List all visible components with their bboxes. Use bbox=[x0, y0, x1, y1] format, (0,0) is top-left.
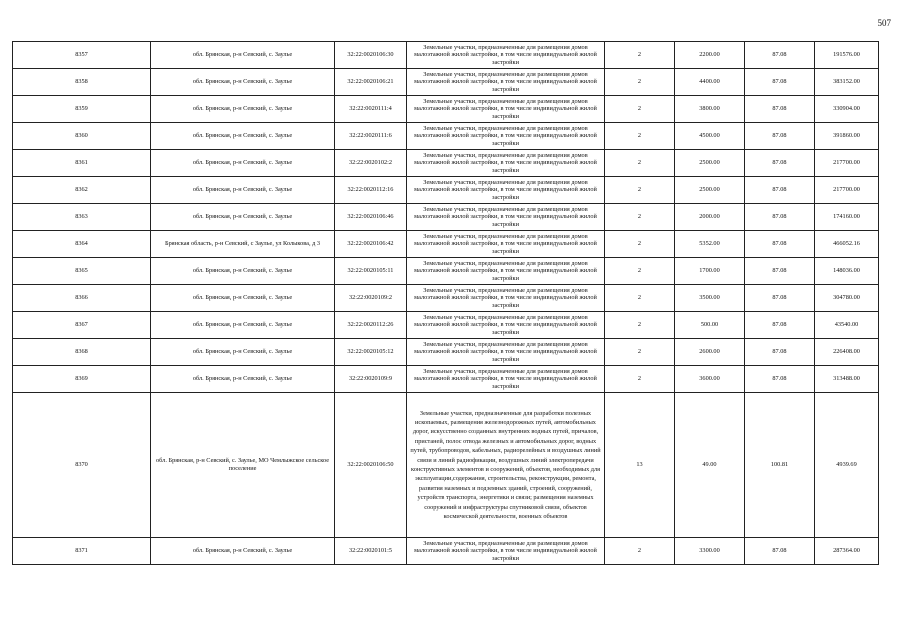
area-cell: 2200.00 bbox=[675, 42, 745, 69]
specific-value-cell: 87.08 bbox=[745, 258, 815, 285]
cadastral-value-cell: 226408.00 bbox=[815, 339, 879, 366]
area-cell: 2000.00 bbox=[675, 204, 745, 231]
table-row bbox=[13, 312, 879, 339]
area-cell: 4500.00 bbox=[675, 123, 745, 150]
table-row bbox=[13, 96, 879, 123]
area-cell: 3300.00 bbox=[675, 538, 745, 565]
area-cell: 2500.00 bbox=[675, 177, 745, 204]
address-cell: обл. Брянская, р-н Севский, с. Заулье bbox=[151, 366, 335, 393]
address-cell: Брянская область, р-н Севский, с Заулье, ул Колыкова, д 3 bbox=[151, 231, 335, 258]
cadastral-number-cell: 32:22:0020106:46 bbox=[335, 204, 407, 231]
land-use-purpose-cell: Земельные участки, предназначенные для размещения домов малоэтажной жилой застройки, в том числе индивидуальной жилой застройки bbox=[407, 42, 605, 69]
use-group-cell: 2 bbox=[605, 538, 675, 565]
specific-value-cell: 87.08 bbox=[745, 231, 815, 258]
row-number-cell: 8361 bbox=[13, 150, 151, 177]
cadastral-value-cell: 174160.00 bbox=[815, 204, 879, 231]
address-cell: обл. Брянская, р-н Севский, с. Заулье bbox=[151, 204, 335, 231]
table-row bbox=[13, 204, 879, 231]
table-row bbox=[13, 231, 879, 258]
land-use-purpose-cell: Земельные участки, предназначенные для размещения домов малоэтажной жилой застройки, в том числе индивидуальной жилой застройки bbox=[407, 123, 605, 150]
registry-body bbox=[13, 42, 879, 565]
land-use-purpose-cell: Земельные участки, предназначенные для размещения домов малоэтажной жилой застройки, в том числе индивидуальной жилой застройки bbox=[407, 96, 605, 123]
cadastral-value-cell: 148036.00 bbox=[815, 258, 879, 285]
use-group-cell: 2 bbox=[605, 204, 675, 231]
area-cell: 500.00 bbox=[675, 312, 745, 339]
cadastral-value-cell: 287364.00 bbox=[815, 538, 879, 565]
use-group-cell: 2 bbox=[605, 123, 675, 150]
area-cell: 1700.00 bbox=[675, 258, 745, 285]
table-row bbox=[13, 258, 879, 285]
table-row bbox=[13, 393, 879, 538]
cadastral-value-cell: 313488.00 bbox=[815, 366, 879, 393]
land-use-purpose-cell: Земельные участки, предназначенные для размещения домов малоэтажной жилой застройки, в том числе индивидуальной жилой застройки bbox=[407, 177, 605, 204]
cadastral-number-cell: 32:22:0020111:4 bbox=[335, 96, 407, 123]
cadastral-number-cell: 32:22:0020109:9 bbox=[335, 366, 407, 393]
table-row bbox=[13, 69, 879, 96]
land-use-purpose-cell: Земельные участки, предназначенные для размещения домов малоэтажной жилой застройки, в том числе индивидуальной жилой застройки bbox=[407, 231, 605, 258]
table-row bbox=[13, 538, 879, 565]
cadastral-number-cell: 32:22:0020101:5 bbox=[335, 538, 407, 565]
specific-value-cell: 87.08 bbox=[745, 366, 815, 393]
page-number: 507 bbox=[877, 18, 891, 28]
land-use-purpose-cell: Земельные участки, предназначенные для размещения домов малоэтажной жилой застройки, в том числе индивидуальной жилой застройки bbox=[407, 258, 605, 285]
use-group-cell: 2 bbox=[605, 312, 675, 339]
cadastral-value-cell: 43540.00 bbox=[815, 312, 879, 339]
cadastral-number-cell: 32:22:0020105:11 bbox=[335, 258, 407, 285]
specific-value-cell: 87.08 bbox=[745, 285, 815, 312]
land-use-purpose-cell: Земельные участки, предназначенные для размещения домов малоэтажной жилой застройки, в том числе индивидуальной жилой застройки bbox=[407, 69, 605, 96]
area-cell: 4400.00 bbox=[675, 69, 745, 96]
cadastral-number-cell: 32:22:0020109:2 bbox=[335, 285, 407, 312]
table-row bbox=[13, 150, 879, 177]
address-cell: обл. Брянская, р-н Севский, с. Заулье bbox=[151, 538, 335, 565]
cadastral-value-cell: 466052.16 bbox=[815, 231, 879, 258]
use-group-cell: 2 bbox=[605, 177, 675, 204]
table-row bbox=[13, 123, 879, 150]
cadastral-value-cell: 217700.00 bbox=[815, 177, 879, 204]
row-number-cell: 8364 bbox=[13, 231, 151, 258]
cadastral-number-cell: 32:22:0020106:30 bbox=[335, 42, 407, 69]
address-cell: обл. Брянская, р-н Севский, с. Заулье bbox=[151, 96, 335, 123]
cadastral-number-cell: 32:22:0020112:26 bbox=[335, 312, 407, 339]
area-cell: 2500.00 bbox=[675, 150, 745, 177]
use-group-cell: 2 bbox=[605, 231, 675, 258]
use-group-cell: 2 bbox=[605, 339, 675, 366]
address-cell: обл. Брянская, р-н Севский, с. Заулье, МО Чемлыжское сельское поселение bbox=[151, 393, 335, 538]
specific-value-cell: 87.08 bbox=[745, 69, 815, 96]
address-cell: обл. Брянская, р-н Севский, с. Заулье bbox=[151, 177, 335, 204]
cadastral-value-cell: 191576.00 bbox=[815, 42, 879, 69]
specific-value-cell: 87.08 bbox=[745, 538, 815, 565]
row-number-cell: 8360 bbox=[13, 123, 151, 150]
cadastral-number-cell: 32:22:0020105:12 bbox=[335, 339, 407, 366]
area-cell: 3800.00 bbox=[675, 96, 745, 123]
area-cell: 49.00 bbox=[675, 393, 745, 538]
specific-value-cell: 87.08 bbox=[745, 96, 815, 123]
cadastral-value-cell: 217700.00 bbox=[815, 150, 879, 177]
specific-value-cell: 87.08 bbox=[745, 42, 815, 69]
cadastral-number-cell: 32:22:0020106:42 bbox=[335, 231, 407, 258]
land-use-purpose-cell: Земельные участки, предназначенные для размещения домов малоэтажной жилой застройки, в том числе индивидуальной жилой застройки bbox=[407, 312, 605, 339]
address-cell: обл. Брянская, р-н Севский, с. Заулье bbox=[151, 339, 335, 366]
row-number-cell: 8366 bbox=[13, 285, 151, 312]
use-group-cell: 2 bbox=[605, 366, 675, 393]
row-number-cell: 8359 bbox=[13, 96, 151, 123]
table-row bbox=[13, 285, 879, 312]
table-row bbox=[13, 42, 879, 69]
row-number-cell: 8367 bbox=[13, 312, 151, 339]
specific-value-cell: 87.08 bbox=[745, 339, 815, 366]
cadastral-number-cell: 32:22:0020102:2 bbox=[335, 150, 407, 177]
use-group-cell: 2 bbox=[605, 285, 675, 312]
address-cell: обл. Брянская, р-н Севский, с. Заулье bbox=[151, 69, 335, 96]
row-number-cell: 8357 bbox=[13, 42, 151, 69]
cadastral-value-cell: 330904.00 bbox=[815, 96, 879, 123]
cadastral-value-cell: 383152.00 bbox=[815, 69, 879, 96]
area-cell: 2600.00 bbox=[675, 339, 745, 366]
row-number-cell: 8365 bbox=[13, 258, 151, 285]
row-number-cell: 8362 bbox=[13, 177, 151, 204]
area-cell: 3600.00 bbox=[675, 366, 745, 393]
cadastral-value-cell: 304780.00 bbox=[815, 285, 879, 312]
use-group-cell: 2 bbox=[605, 150, 675, 177]
land-registry-table bbox=[12, 41, 879, 565]
address-cell: обл. Брянская, р-н Севский, с. Заулье bbox=[151, 285, 335, 312]
address-cell: обл. Брянская, р-н Севский, с. Заулье bbox=[151, 42, 335, 69]
table-row bbox=[13, 177, 879, 204]
use-group-cell: 2 bbox=[605, 96, 675, 123]
cadastral-number-cell: 32:22:0020106:21 bbox=[335, 69, 407, 96]
specific-value-cell: 87.08 bbox=[745, 312, 815, 339]
table-row bbox=[13, 339, 879, 366]
land-use-purpose-cell: Земельные участки, предназначенные для размещения домов малоэтажной жилой застройки, в том числе индивидуальной жилой застройки bbox=[407, 339, 605, 366]
use-group-cell: 2 bbox=[605, 42, 675, 69]
area-cell: 5352.00 bbox=[675, 231, 745, 258]
land-use-purpose-cell: Земельные участки, предназначенные для размещения домов малоэтажной жилой застройки, в том числе индивидуальной жилой застройки bbox=[407, 204, 605, 231]
address-cell: обл. Брянская, р-н Севский, с. Заулье bbox=[151, 258, 335, 285]
cadastral-number-cell: 32:22:0020112:16 bbox=[335, 177, 407, 204]
land-use-purpose-cell: Земельные участки, предназначенные для размещения домов малоэтажной жилой застройки, в том числе индивидуальной жилой застройки bbox=[407, 366, 605, 393]
specific-value-cell: 100.81 bbox=[745, 393, 815, 538]
use-group-cell: 2 bbox=[605, 258, 675, 285]
cadastral-value-cell: 391860.00 bbox=[815, 123, 879, 150]
use-group-cell: 13 bbox=[605, 393, 675, 538]
address-cell: обл. Брянская, р-н Севский, с. Заулье bbox=[151, 312, 335, 339]
address-cell: обл. Брянская, р-н Севский, с. Заулье bbox=[151, 150, 335, 177]
specific-value-cell: 87.08 bbox=[745, 123, 815, 150]
address-cell: обл. Брянская, р-н Севский, с. Заулье bbox=[151, 123, 335, 150]
specific-value-cell: 87.08 bbox=[745, 150, 815, 177]
land-use-purpose-cell: Земельные участки, предназначенные для размещения домов малоэтажной жилой застройки, в том числе индивидуальной жилой застройки bbox=[407, 150, 605, 177]
row-number-cell: 8370 bbox=[13, 393, 151, 538]
land-use-purpose-cell: Земельные участки, предназначенные для размещения домов малоэтажной жилой застройки, в том числе индивидуальной жилой застройки bbox=[407, 538, 605, 565]
cadastral-number-cell: 32:22:0020111:6 bbox=[335, 123, 407, 150]
row-number-cell: 8369 bbox=[13, 366, 151, 393]
row-number-cell: 8363 bbox=[13, 204, 151, 231]
specific-value-cell: 87.08 bbox=[745, 204, 815, 231]
area-cell: 3500.00 bbox=[675, 285, 745, 312]
land-use-purpose-cell: Земельные участки, предназначенные для разработки полезных ископаемых, размещения железнодорожных путей, автомобильных дорог, искусственно созданных внутренних водных путей, причалов, пристаней, полос отвода железных и автомобильных дорог, водных путей, трубопроводов, кабельных, радиорелейных и воздушных линий связи и линий радиофикации, воздушных линий электропередачи конструктивных элементов и сооружений, объектов, необходимых для эксплуатации,содержания, строительства, реконструкции, ремонта, развития наземных и подземных зданий, строений, сооружений, устройств транспорта, энергетики и связи; размещения наземных сооружений и инфраструктуры спутниковой связи, объектов космической деятельности, военных объектов bbox=[407, 393, 605, 538]
row-number-cell: 8371 bbox=[13, 538, 151, 565]
cadastral-number-cell: 32:22:0020106:50 bbox=[335, 393, 407, 538]
cadastral-value-cell: 4939.69 bbox=[815, 393, 879, 538]
land-use-purpose-cell: Земельные участки, предназначенные для размещения домов малоэтажной жилой застройки, в том числе индивидуальной жилой застройки bbox=[407, 285, 605, 312]
specific-value-cell: 87.08 bbox=[745, 177, 815, 204]
table-row bbox=[13, 366, 879, 393]
row-number-cell: 8368 bbox=[13, 339, 151, 366]
use-group-cell: 2 bbox=[605, 69, 675, 96]
row-number-cell: 8358 bbox=[13, 69, 151, 96]
